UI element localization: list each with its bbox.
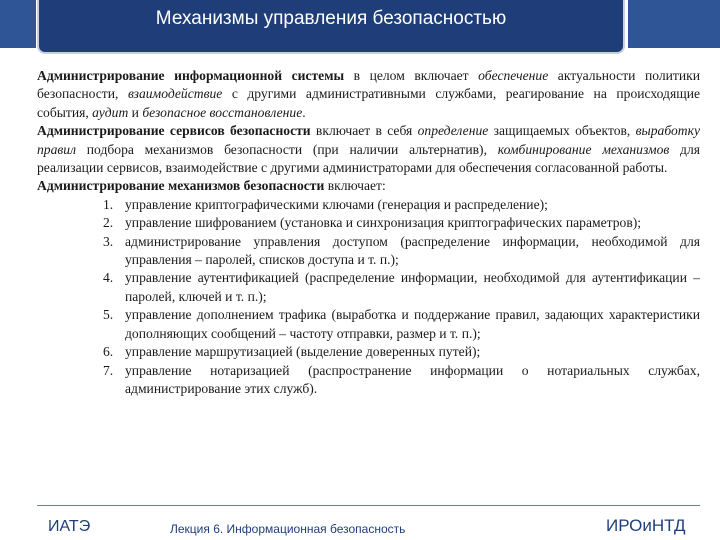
header-accent-left (0, 0, 36, 48)
list-number: 1. (103, 196, 114, 212)
text-span: в целом включает (344, 68, 479, 83)
italic-term: взаимодействие (127, 86, 223, 102)
text-span: подбора механизмов безопасности (при наличии альтернатив), (76, 141, 498, 157)
header-accent-right (628, 0, 720, 48)
list-number: 2. (103, 215, 114, 231)
term-info-system-admin: Администрирование информационной системы (37, 68, 345, 83)
paragraph-security-mechanisms (37, 177, 700, 195)
italic-term: безопасное восстановление (142, 104, 303, 120)
list-text: управление криптографическими ключами (генерация и распределение); (125, 196, 548, 212)
list-number: 3. (103, 233, 114, 249)
list-item (37, 362, 700, 399)
list-number: 6. (103, 344, 114, 360)
slide-title: Механизмы управления безопасностью (155, 8, 507, 29)
list-number: 7. (103, 362, 114, 378)
list-item (37, 343, 700, 361)
mechanisms-list (37, 196, 700, 398)
list-text: управление нотаризацией (распространение информации о нотариальных службах, администрирование этих служб). (125, 362, 700, 396)
list-text: управление аутентификацией (распределение информации, необходимой для аутентификации – паролей, ключей и т. п.); (125, 270, 700, 304)
footer-institute: ИАТЭ (48, 518, 91, 535)
text-span: защищаемых объектов, (488, 123, 636, 139)
footer-lecture: Лекция 6. Информационная безопасность (170, 522, 406, 536)
text-span: для реализации сервисов, взаимодействие с другими администраторами для обеспечения согласованной работы. (37, 141, 700, 176)
list-text: управление дополнением трафика (выработка и поддержание правил, задающих характеристики дополняющих сообщений – частоту отправки, размер и т. п.); (125, 307, 700, 341)
list-item (37, 306, 700, 343)
list-item (37, 196, 700, 214)
list-item (37, 214, 700, 232)
list-number: 4. (103, 270, 114, 286)
italic-term: аудит (92, 104, 129, 120)
list-item (37, 269, 700, 306)
paragraph-security-services (37, 122, 700, 177)
footer-divider (37, 505, 700, 506)
list-text: администрирование управления доступом (распределение информации, необходимой для управления – паролей, списков доступа и т. п.); (125, 233, 700, 268)
italic-term: обеспечение (478, 68, 549, 83)
italic-term: комбинирование механизмов (497, 141, 670, 157)
list-number: 5. (103, 307, 114, 323)
text-span: включает в себя (310, 123, 418, 139)
slide-content (37, 67, 700, 398)
header-bar (0, 0, 720, 56)
italic-term: определение (417, 123, 489, 139)
term-services-admin: Администрирование сервисов безопасности (37, 123, 311, 139)
text-span: включает: (324, 178, 386, 194)
list-text: управление маршрутизацией (выделение доверенных путей); (125, 344, 481, 360)
text-span: . (302, 104, 306, 120)
footer-department: ИРОиНТД (606, 516, 686, 535)
list-item (37, 233, 700, 270)
text-span: и (128, 104, 143, 120)
paragraph-information-system (37, 67, 700, 122)
text-span: с другими административными службами, реагирование на происходящие события, (37, 86, 700, 120)
text-span: актуальности политики безопасности, (37, 68, 700, 102)
term-mechanisms-admin: Администрирование механизмов безопасности (37, 178, 325, 194)
list-text: управление шифрованием (установка и синхронизация криптографических параметров); (125, 215, 642, 231)
italic-term: выработку правил (37, 123, 700, 157)
